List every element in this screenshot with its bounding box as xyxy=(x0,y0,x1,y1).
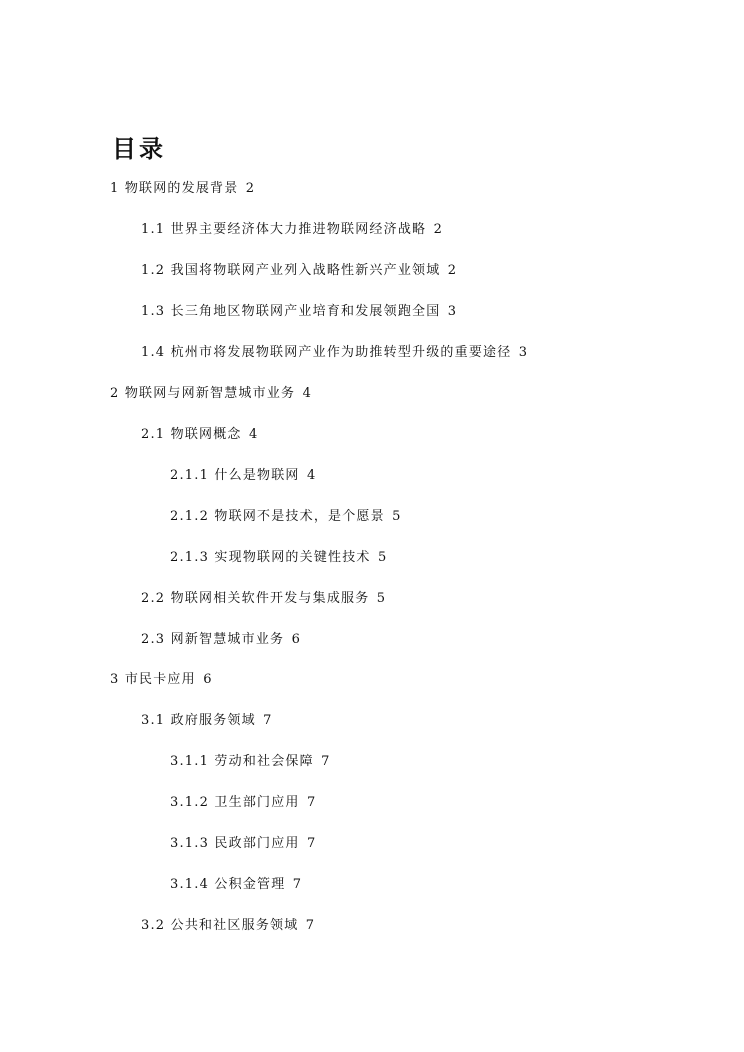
toc-entry-text: 长三角地区物联网产业培育和发展领跑全国 xyxy=(170,304,441,319)
toc-entry-number: 3.1.1 xyxy=(170,754,210,769)
toc-entry-number: 2.2 xyxy=(141,591,166,606)
toc-entry-page: 4 xyxy=(302,386,313,401)
toc-entry-number: 3.1.3 xyxy=(170,836,210,851)
toc-entry-text: 网新智慧城市业务 xyxy=(170,632,285,647)
toc-entry-text: 公共和社区服务领域 xyxy=(170,918,299,933)
toc-entry-3-1-2[interactable] xyxy=(170,794,316,812)
toc-entry-page: 7 xyxy=(321,754,331,769)
toc-entry-1-4[interactable] xyxy=(141,344,528,362)
toc-entry-text: 我国将物联网产业列入战略性新兴产业领域 xyxy=(170,263,441,278)
toc-entry-page: 2 xyxy=(447,263,458,278)
toc-entry-3-1[interactable] xyxy=(141,712,273,730)
toc-entry-text: 公积金管理 xyxy=(214,877,286,892)
toc-entry-page: 4 xyxy=(248,427,259,442)
toc-entry-1-2[interactable] xyxy=(141,262,457,280)
toc-entry-text: 实现物联网的关键性技术 xyxy=(214,550,371,565)
toc-entry-number: 1.2 xyxy=(141,263,166,278)
toc-entry-2-1[interactable] xyxy=(141,426,258,444)
toc-entry-page: 2 xyxy=(433,222,444,237)
toc-entry-page: 3 xyxy=(518,345,529,360)
toc-entry-text: 政府服务领域 xyxy=(170,713,256,728)
toc-entry-text: 卫生部门应用 xyxy=(214,795,300,810)
toc-entry-number: 2.1.3 xyxy=(170,550,210,565)
toc-entry-2-1-3[interactable] xyxy=(170,549,387,567)
toc-entry-1-1[interactable] xyxy=(141,221,443,239)
toc-entry-page: 4 xyxy=(306,468,317,483)
toc-entry-text: 物联网概念 xyxy=(170,427,242,442)
toc-entry-text: 物联网的发展背景 xyxy=(124,181,239,196)
toc-entry-number: 3.1.4 xyxy=(170,877,210,892)
toc-title: 目录 xyxy=(112,135,166,163)
toc-entry-number: 1.4 xyxy=(141,345,166,360)
toc-entry-number: 2 xyxy=(110,386,120,401)
toc-entry-page: 7 xyxy=(306,795,317,810)
toc-entry-page: 2 xyxy=(245,181,256,196)
toc-entry-text: 劳动和社会保障 xyxy=(214,754,314,769)
toc-entry-text: 民政部门应用 xyxy=(214,836,300,851)
toc-entry-page: 6 xyxy=(203,672,213,687)
toc-entry-number: 1.1 xyxy=(141,222,166,237)
toc-entry-3[interactable] xyxy=(110,671,213,689)
toc-entry-2[interactable] xyxy=(110,385,312,403)
toc-entry-text: 物联网相关软件开发与集成服务 xyxy=(170,591,370,606)
toc-entry-page: 7 xyxy=(305,918,316,933)
toc-entry-text: 世界主要经济体大力推进物联网经济战略 xyxy=(170,222,427,237)
toc-entry-1[interactable] xyxy=(110,180,255,198)
toc-entry-number: 3.2 xyxy=(141,918,166,933)
toc-entry-page: 6 xyxy=(291,632,302,647)
toc-entry-1-3[interactable] xyxy=(141,303,457,321)
toc-entry-text: 物联网与网新智慧城市业务 xyxy=(124,386,296,401)
toc-entry-number: 1.3 xyxy=(141,304,166,319)
toc-entry-2-2[interactable] xyxy=(141,590,386,608)
toc-entry-3-2[interactable] xyxy=(141,917,315,935)
toc-entry-2-3[interactable] xyxy=(141,631,301,649)
toc-entry-number: 1 xyxy=(110,181,120,196)
toc-entry-number: 2.3 xyxy=(141,632,166,647)
toc-entry-2-1-2[interactable] xyxy=(170,508,402,526)
toc-entry-2-1-1[interactable] xyxy=(170,467,316,485)
toc-entry-number: 2.1 xyxy=(141,427,166,442)
toc-entry-page: 5 xyxy=(392,509,402,524)
toc-entry-text: 什么是物联网 xyxy=(214,468,300,483)
toc-entry-3-1-4[interactable] xyxy=(170,876,302,894)
toc-entry-number: 3 xyxy=(110,672,120,687)
toc-entry-page: 7 xyxy=(263,713,273,728)
toc-entry-text: 杭州市将发展物联网产业作为助推转型升级的重要途径 xyxy=(170,345,512,360)
toc-entry-page: 5 xyxy=(377,550,388,565)
toc-entry-number: 3.1 xyxy=(141,713,166,728)
toc-entry-page: 7 xyxy=(306,836,317,851)
toc-entry-3-1-1[interactable] xyxy=(170,753,331,771)
toc-entry-page: 7 xyxy=(292,877,303,892)
toc-entry-page: 5 xyxy=(376,591,387,606)
toc-entry-text: 物联网不是技术，是个愿景 xyxy=(214,509,385,524)
toc-entry-number: 2.1.2 xyxy=(170,509,210,524)
toc-entry-3-1-3[interactable] xyxy=(170,835,316,853)
toc-entry-text: 市民卡应用 xyxy=(124,672,196,687)
toc-entry-page: 3 xyxy=(447,304,458,319)
toc-entry-number: 3.1.2 xyxy=(170,795,210,810)
toc-entry-number: 2.1.1 xyxy=(170,468,210,483)
